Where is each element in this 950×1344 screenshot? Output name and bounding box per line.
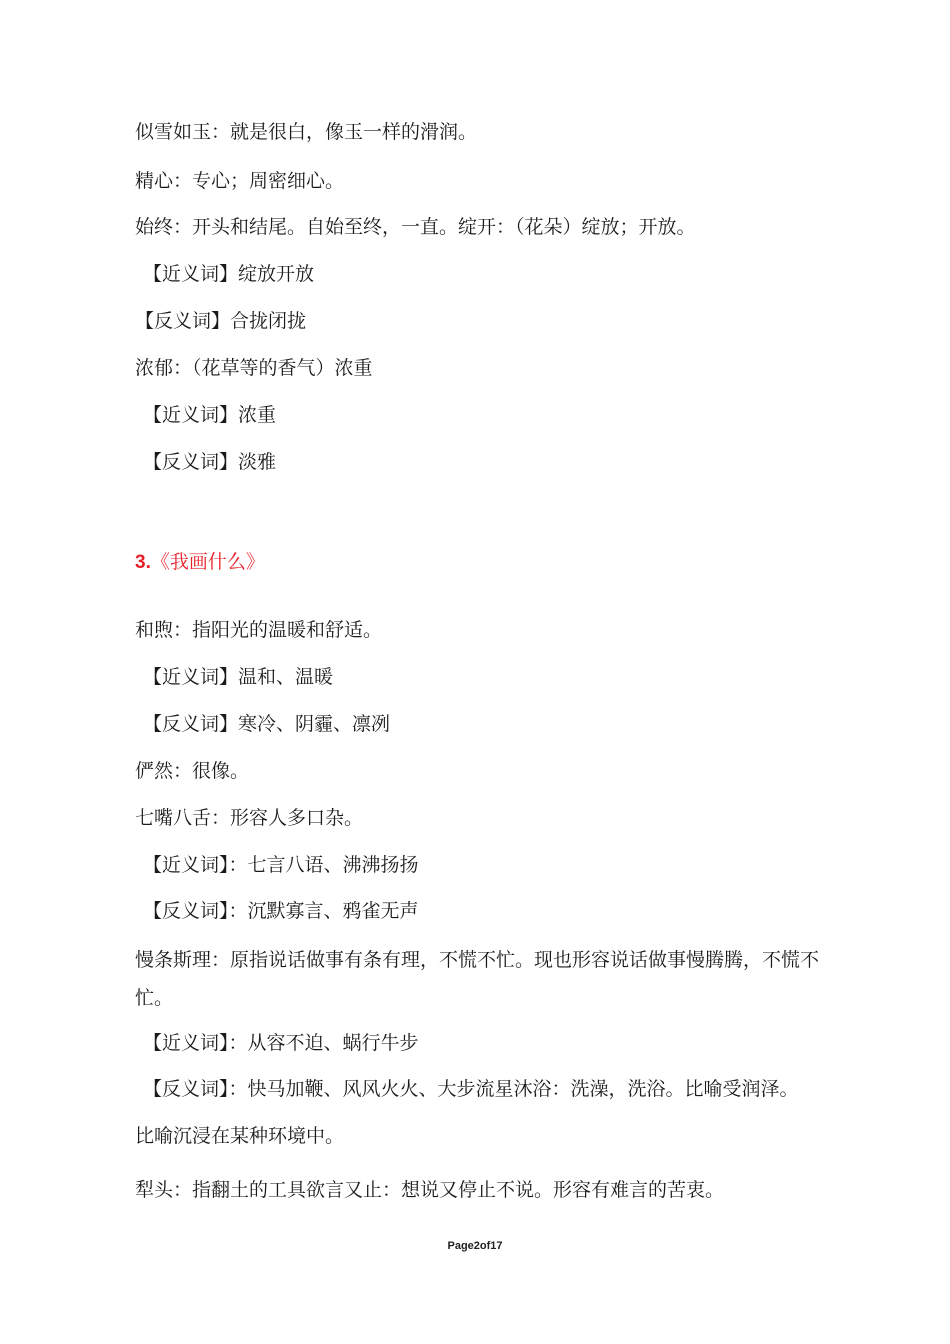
text-line: 始终：开头和结尾。自始至终，一直。绽开：（花朵）绽放；开放。 <box>135 216 696 238</box>
text-paragraph: 慢条斯理：原指说话做事有条有理，不慌不忙。现也形容说话做事慢腾腾，不慌不忙。 <box>135 949 820 1009</box>
section-heading <box>135 550 265 575</box>
text-line: 七嘴八舌：形容人多口杂。 <box>135 807 364 829</box>
section-number: 3. <box>135 552 151 573</box>
text-line: 犁头：指翻土的工具欲言又止：想说又停止不说。形容有难言的苦衷。 <box>135 1179 725 1201</box>
synonym-line: 【近义词】：从容不迫、蜗行牛步 <box>143 1032 419 1054</box>
synonym-line: 【近义词】浓重 <box>143 404 277 426</box>
synonym-line: 【近义词】：七言八语、沸沸扬扬 <box>143 854 419 876</box>
antonym-line: 【反义词】合拢闭拢 <box>135 310 307 332</box>
text-line: 比喻沉浸在某种环境中。 <box>135 1125 345 1147</box>
antonym-line: 【反义词】：沉默寡言、鸦雀无声 <box>143 900 419 922</box>
synonym-line: 【近义词】温和、温暖 <box>143 666 334 688</box>
synonym-line: 【近义词】绽放开放 <box>143 263 315 285</box>
antonym-line: 【反义词】寒冷、阴霾、凛冽 <box>143 713 391 735</box>
text-line: 俨然：很像。 <box>135 760 250 782</box>
text-line: 浓郁：（花草等的香气）浓重 <box>135 357 373 379</box>
page-footer: Page2of17 <box>447 1240 503 1252</box>
text-line: 似雪如玉：就是很白，像玉一样的滑润。 <box>135 121 478 143</box>
antonym-line: 【反义词】：快马加鞭、风风火火、大步流星沐浴：洗澡，洗浴。比喻受润泽。 <box>143 1078 799 1100</box>
antonym-line: 【反义词】淡雅 <box>143 451 277 473</box>
text-line: 精心：专心；周密细心。 <box>135 170 345 192</box>
text-line: 和煦：指阳光的温暖和舒适。 <box>135 619 383 641</box>
section-title: 《我画什么》 <box>150 551 265 573</box>
